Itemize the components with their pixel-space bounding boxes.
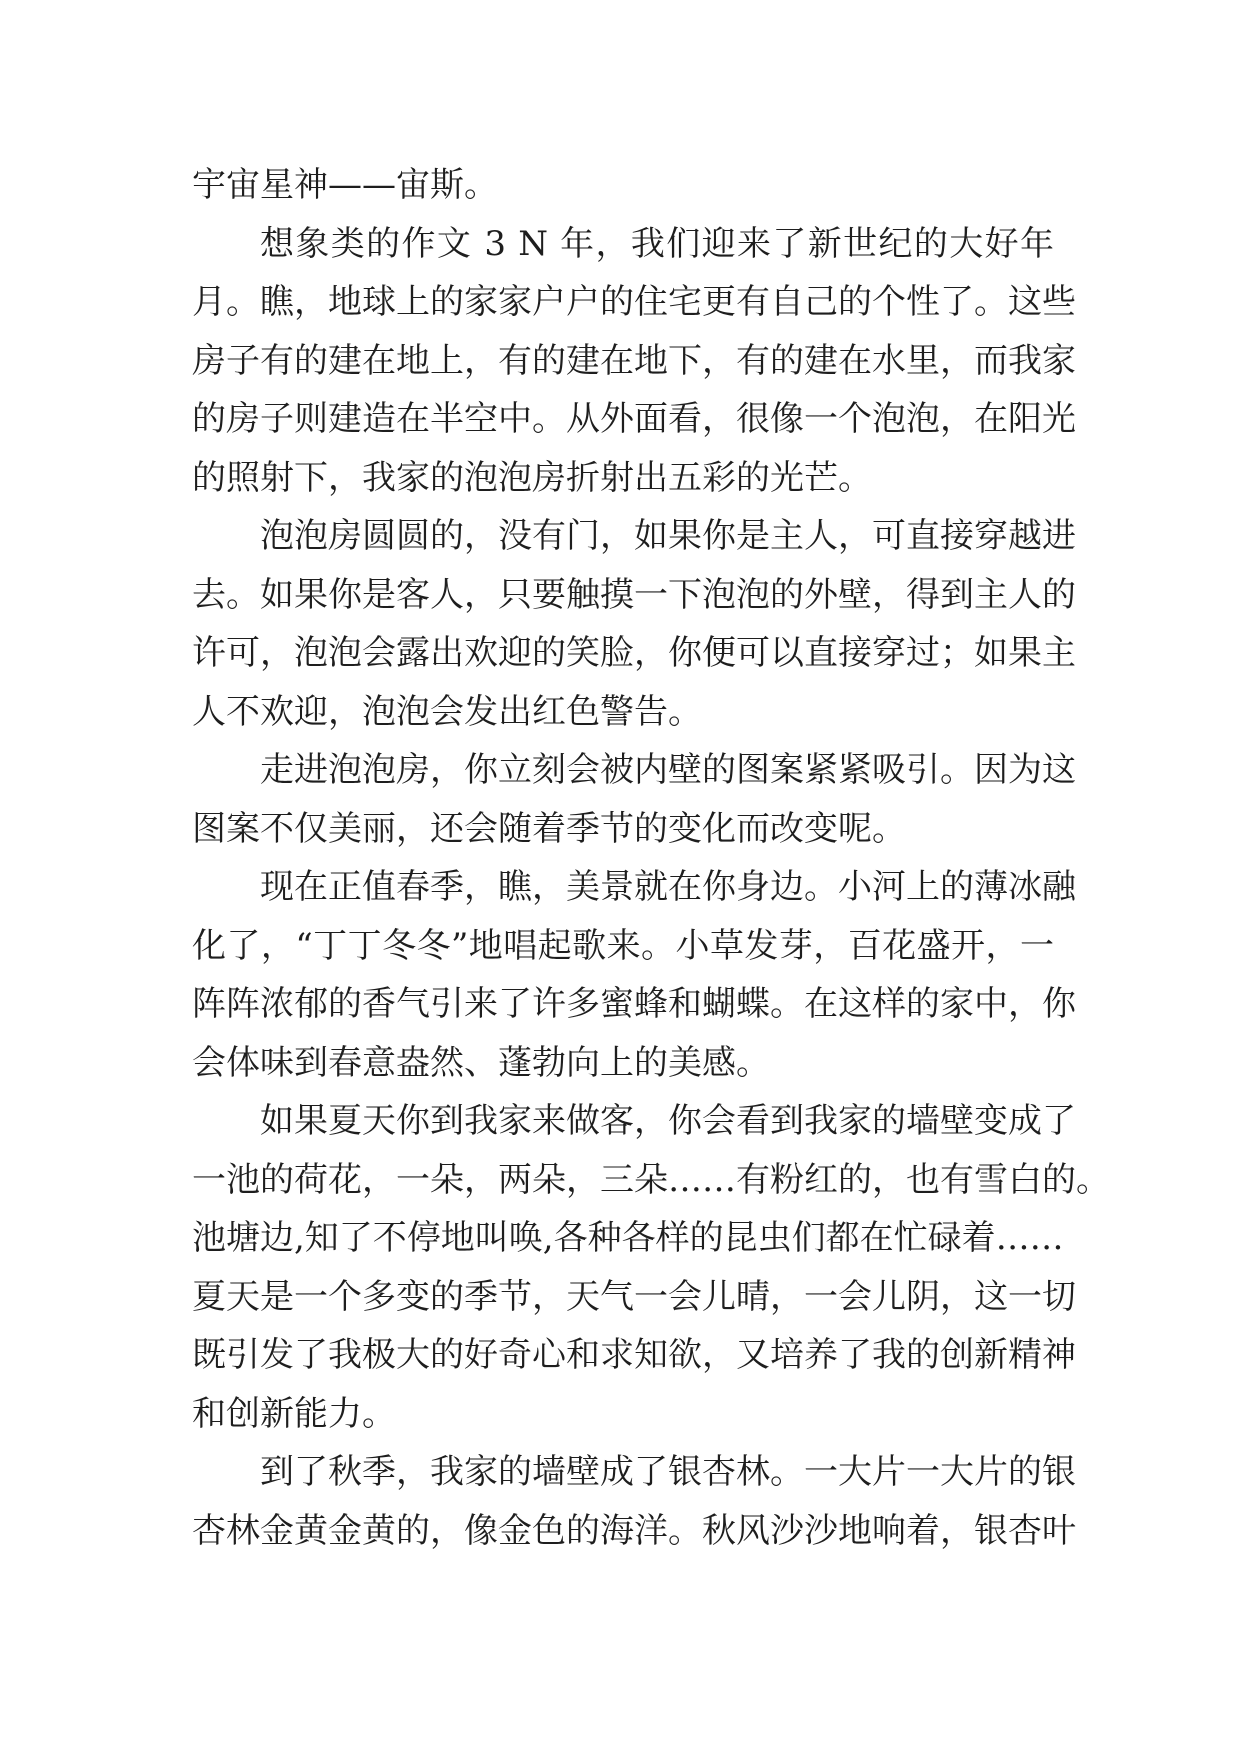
text-line: 想象类的作文 3 N 年，我们迎来了新世纪的大好年 <box>260 223 1054 264</box>
text-line: 如果夏天你到我家来做客，你会看到我家的墙壁变成了 <box>260 1101 1076 1141</box>
text-line: 现在正值春季，瞧，美景就在你身边。小河上的薄冰融 <box>260 867 1076 907</box>
text-line: 去。如果你是客人，只要触摸一下泡泡的外壁，得到主人的 <box>192 574 1076 615</box>
text-line: 到了秋季，我家的墙壁成了银杏林。一大片一大片的银 <box>260 1452 1076 1492</box>
text-line: 池塘边,知了不停地叫唤,各种各样的昆虫们都在忙碌着…… <box>192 1218 1064 1258</box>
body-text <box>192 156 1110 1560</box>
text-line: 会体味到春意盎然、蓬勃向上的美感。 <box>192 1042 770 1083</box>
text-line: 阵阵浓郁的香气引来了许多蜜蜂和蝴蝶。在这样的家中，你 <box>192 984 1076 1024</box>
text-line: 房子有的建在地上，有的建在地下，有的建在水里，而我家 <box>192 340 1076 381</box>
text-line: 的照射下，我家的泡泡房折射出五彩的光芒。 <box>192 457 872 498</box>
text-line: 一池的荷花，一朵，两朵，三朵……有粉红的，也有雪白的。 <box>192 1159 1110 1200</box>
text-line: 和创新能力。 <box>192 1393 396 1434</box>
text-line: 夏天是一个多变的季节，天气一会儿晴，一会儿阴，这一切 <box>192 1276 1076 1317</box>
text-line: 走进泡泡房，你立刻会被内壁的图案紧紧吸引。因为这 <box>260 750 1076 790</box>
text-line: 杏林金黄金黄的，像金色的海洋。秋风沙沙地响着，银杏叶 <box>192 1510 1076 1551</box>
text-line: 既引发了我极大的好奇心和求知欲，又培养了我的创新精神 <box>192 1335 1076 1375</box>
text-line: 宇宙星神——宙斯。 <box>192 165 498 205</box>
text-line: 化了，“丁丁冬冬”地唱起歌来。小草发芽，百花盛开，一 <box>192 925 1054 966</box>
text-line: 的房子则建造在半空中。从外面看，很像一个泡泡，在阳光 <box>192 399 1076 439</box>
text-line: 许可，泡泡会露出欢迎的笑脸，你便可以直接穿过；如果主 <box>192 633 1076 673</box>
text-line: 图案不仅美丽，还会随着季节的变化而改变呢。 <box>192 808 906 849</box>
text-line: 泡泡房圆圆的，没有门，如果你是主人，可直接穿越进 <box>260 516 1076 556</box>
text-line: 月。瞧，地球上的家家户户的住宅更有自己的个性了。这些 <box>192 282 1076 322</box>
text-line: 人不欢迎，泡泡会发出红色警告。 <box>192 691 702 732</box>
